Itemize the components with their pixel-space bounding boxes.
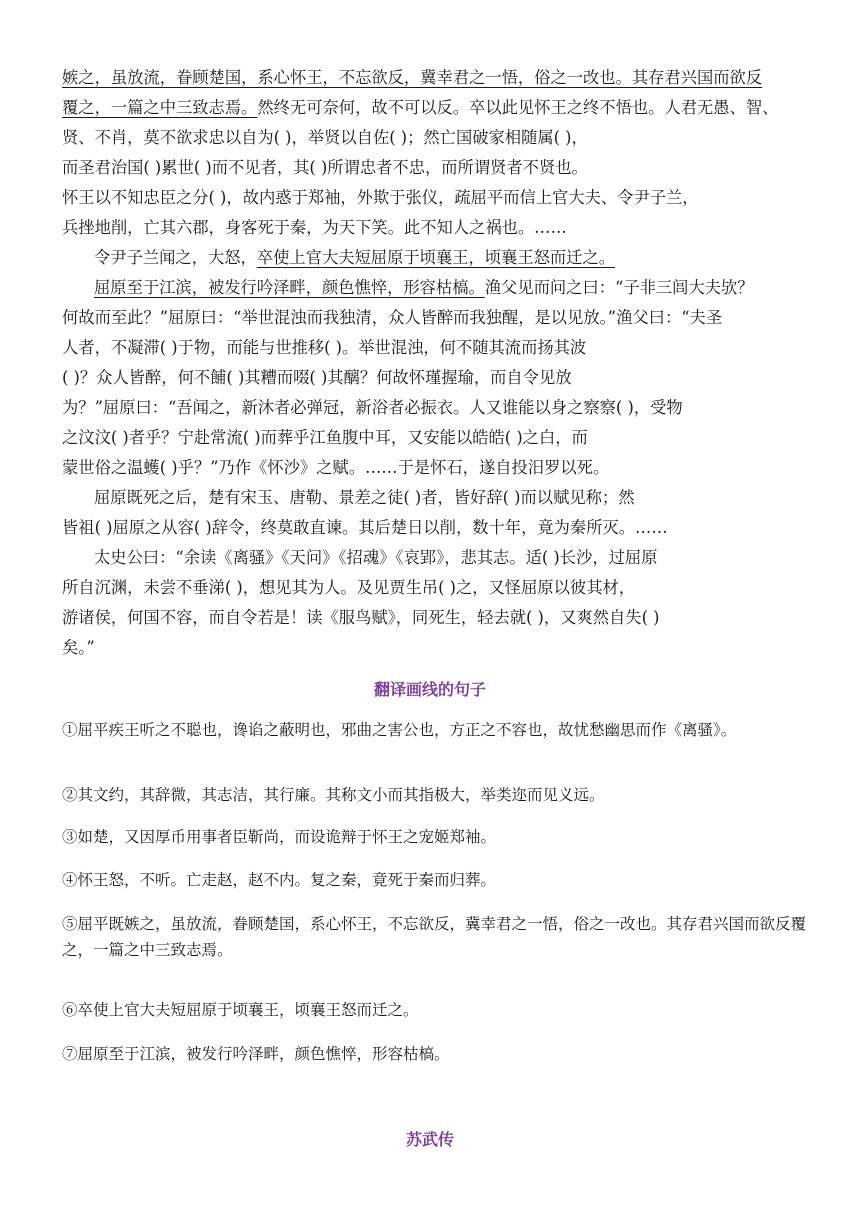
next-section-heading: 苏武传 [405, 1130, 454, 1149]
passage-line-11 [62, 368, 572, 388]
plain-text: 屈原既死之后，楚有宋玉、唐勒、景差之徒( )者，皆好辞( )而以赋见称；然 [94, 488, 635, 507]
underlined-text: 卒使上官大夫短屈原于顷襄王，顷襄王怒而迁之。 [256, 248, 616, 267]
plain-text: 之汶汶( )者乎？宁赴常流( )而葬乎江鱼腹中耳，又安能以皓皓( )之白，而 [62, 428, 588, 447]
passage-line-19 [62, 608, 659, 628]
passage-line-17 [94, 548, 657, 568]
passage-line-6 [62, 218, 567, 238]
translation-item-2: ②其文约，其辞微，其志洁，其行廉。其称文小而其指极大，举类迩而见义远。 [62, 786, 605, 804]
plain-text: 所自沉渊，未尝不垂涕( )，想见其为人。及见贾生吊( )之，又怪屈原以彼其材， [62, 578, 636, 597]
plain-text: 皆祖( )屈原之从容( )辞令，终莫敢直谏。其后楚日以削，数十年，竟为秦所灭。…… [62, 518, 668, 537]
passage-line-2 [62, 98, 778, 118]
plain-text: 太史公曰：“余读《离骚》《天问》《招魂》《哀郢》，悲其志。适( )长沙，过屈原 [94, 548, 658, 567]
plain-text: 兵挫地削，亡其六郡，身客死于秦，为天下笑。此不知人之祸也。…… [62, 218, 567, 237]
translation-item-6: ⑥卒使上官大夫短屈原于顷襄王，顷襄王怒而迁之。 [62, 1001, 419, 1019]
passage-line-5 [62, 188, 699, 208]
passage-line-7 [94, 248, 615, 268]
passage-line-20 [62, 638, 95, 658]
section-heading: 翻译画线的句子 [373, 680, 486, 699]
plain-text: 贤、不肖，莫不欲求忠以自为( )，举贤以自佐( )；然亡国破家相随属( )， [62, 128, 588, 147]
passage-line-15 [94, 488, 634, 508]
translation-item-1: ①屈平疾王听之不聪也，谗谄之蔽明也，邪曲之害公也，方正之不容也，故忧愁幽思而作《离骚》。 [62, 721, 737, 739]
plain-text: 人者，不凝滞( )于物，而能与世推移( )。举世混浊，何不随其流而扬其波 [62, 338, 587, 357]
plain-text: 何故而至此？”屈原曰：“举世混浊而我独清，众人皆醉而我独醒，是以见放。”渔父曰：“夫圣 [62, 308, 723, 327]
passage-line-1 [62, 68, 762, 88]
plain-text: ( )？众人皆醉，何不餔( )其糟而啜( )其醨？何故怀瑾握瑜，而自令见放 [62, 368, 572, 387]
underlined-text: 嫉之，虽放流，眷顾楚国，系心怀王，不忘欲反，冀幸君之一悟，俗之一改也。其存君兴国而欲反 [62, 68, 763, 87]
passage-line-8 [94, 278, 754, 298]
plain-text: 矣。” [62, 638, 95, 657]
underlined-text: 屈原至于江滨，被发行吟泽畔，颜色憔悴，形容枯槁。 [94, 278, 485, 297]
underlined-text: 覆之，一篇之中三致志焉。 [62, 98, 258, 117]
translation-item-5: ⑤屈平既嫉之，虽放流，眷顾楚国，系心怀王，不忘欲反，冀幸君之一悟，俗之一改也。其存君兴国而欲反覆之，一篇之中三致志焉。 [62, 915, 807, 959]
passage-line-18 [62, 578, 635, 598]
plain-text: 为？”屈原曰：“吾闻之，新沐者必弹冠，新浴者必振衣。人又谁能以身之察察( )，受物 [62, 398, 683, 417]
plain-text: 而圣君治国( )累世( )而不见者，其( )所谓忠者不忠，而所谓贤者不贤也。 [62, 158, 588, 177]
translation-item-3: ③如楚，又因厚币用事者臣靳尚，而设诡辩于怀王之宠姬郑袖。 [62, 828, 497, 846]
translation-item-4: ④怀王怒，不听。亡走赵，赵不内。复之秦，竟死于秦而归葬。 [62, 871, 497, 889]
plain-text: 令尹子兰闻之，大怒， [94, 248, 257, 267]
plain-text: 然终无可奈何，故不可以反。卒以此见怀王之终不悟也。人君无愚、智、 [257, 98, 779, 117]
plain-text: 蒙世俗之温蠖( )乎？”乃作《怀沙》之赋。……于是怀石，遂自投汨罗以死。 [62, 458, 610, 477]
passage-line-9 [62, 308, 722, 328]
passage-line-3 [62, 128, 588, 148]
passage-line-4 [62, 158, 588, 178]
passage-line-14 [62, 458, 609, 478]
passage-line-10 [62, 338, 586, 358]
passage-line-12 [62, 398, 683, 418]
plain-text: 怀王以不知忠臣之分( )，故内惑于郑袖，外欺于张仪，疏屈平而信上官大夫、令尹子兰， [62, 188, 699, 207]
plain-text: 渔父见而问之曰：“子非三闾大夫欤？ [484, 278, 754, 297]
passage-line-13 [62, 428, 588, 448]
plain-text: 游诸侯，何国不容，而自令若是！读《服鸟赋》，同死生，轻去就( )，又爽然自失( ) [62, 608, 660, 627]
translation-item-7: ⑦屈原至于江滨，被发行吟泽畔，颜色憔悴，形容枯槁。 [62, 1045, 450, 1063]
passage-line-16 [62, 518, 668, 538]
